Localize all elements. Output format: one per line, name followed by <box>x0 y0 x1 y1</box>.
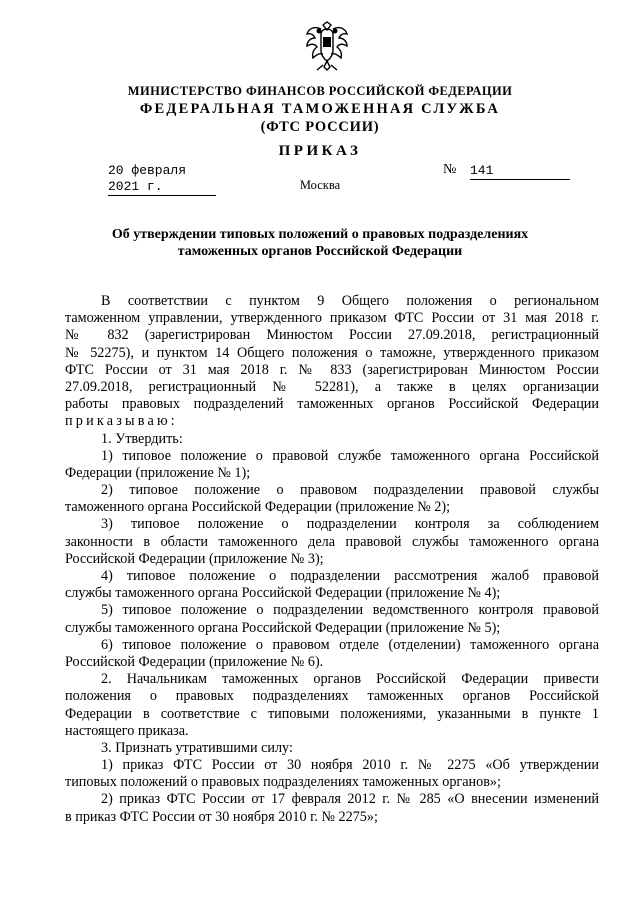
document-body <box>65 293 599 826</box>
body-line: Федерации (приложение № 1); <box>65 464 251 481</box>
title-line: таможенных органов Российской Федерации <box>177 244 463 259</box>
title-line: Об утверждении типовых положений о правовых подразделениях <box>111 227 529 242</box>
body-line: № 832 (зарегистрирован Минюстом России 27.09.2018, регистрационный <box>65 327 599 344</box>
body-line: 3. Признать утратившими силу: <box>101 739 293 756</box>
ministry-name: МИНИСТЕРСТВО ФИНАНСОВ РОССИЙСКОЙ ФЕДЕРАЦИИ <box>127 84 513 98</box>
document-type: ПРИКАЗ <box>278 143 362 159</box>
body-line: положения о правовых подразделениях таможенных органов Российской <box>65 688 599 705</box>
body-line: Федерации в соответствие с типовыми положениями, указанными в пункте 1 <box>65 705 599 722</box>
body-line: 3) типовое положение о подразделении контроля за соблюдением <box>101 516 599 533</box>
body-line: 1. Утвердить: <box>101 430 183 447</box>
body-line: 4) типовое положение о подразделении рассмотрения жалоб правовой <box>101 568 599 584</box>
body-line: работы правовых подразделений таможенных органов Российской Федерации <box>65 396 599 413</box>
service-abbreviation: (ФТС РОССИИ) <box>260 119 380 135</box>
body-line: службы таможенного органа Российской Федерации (приложение № 4); <box>65 585 501 602</box>
number-sign: № <box>443 162 457 177</box>
document-title <box>90 226 550 260</box>
body-line: законности в области таможенного дела правовой службы таможенного органа <box>65 533 599 550</box>
body-line: 6) типовое положение о правовом отделе (отделении) таможенного органа <box>101 636 599 653</box>
body-line: 2) типовое положение о правовом подразделении правовой службы <box>101 482 599 499</box>
russian-coat-of-arms-icon <box>303 20 351 72</box>
body-line: службы таможенного органа Российской Федерации (приложение № 5); <box>65 619 501 636</box>
city: Москва <box>299 178 341 192</box>
body-line: 2) приказ ФТС России от 17 февраля 2012 г. № 285 «О внесении изменений <box>101 791 599 808</box>
body-line: типовых положений о правовых подразделениях таможенных органов»; <box>65 774 501 791</box>
body-line: 1) приказ ФТС России от 30 ноября 2010 г. № 2275 «Об утверждении <box>101 757 599 774</box>
order-date: 20 февраля 2021 г. <box>108 163 216 196</box>
body-line: приказываю: <box>65 413 178 430</box>
body-line: 1) типовое положение о правовой службе таможенного органа Российской <box>101 447 599 464</box>
body-line: 2. Начальникам таможенных органов Российской Федерации привести <box>101 671 599 688</box>
body-line: В соответствии с пунктом 9 Общего положения о региональном <box>101 293 599 309</box>
order-number: 141 <box>470 163 570 180</box>
body-line: № 52275), и пунктом 14 Общего положения о таможне, утвержденного приказом <box>65 344 599 361</box>
body-line: в приказ ФТС России от 30 ноября 2010 г. № 2275»; <box>65 808 378 825</box>
body-line: настоящего приказа. <box>65 722 189 739</box>
body-line: 5) типовое положение о подразделении ведомственного контроля правовой <box>101 602 599 619</box>
body-line: Российской Федерации (приложение № 3); <box>65 550 324 567</box>
body-line: таможенном управлении, утвержденного приказом ФТС России от 31 мая 2018 г. <box>65 310 599 327</box>
service-name: ФЕДЕРАЛЬНАЯ ТАМОЖЕННАЯ СЛУЖБА <box>139 101 501 117</box>
body-line: ФТС России от 31 мая 2018 г. № 833 (зарегистрирован Минюстом России <box>65 361 599 378</box>
body-line: 27.09.2018, регистрационный № 52281), а также в целях организации <box>65 378 599 395</box>
body-line: таможенного органа Российской Федерации (приложение № 2); <box>65 499 451 516</box>
body-line: Российской Федерации (приложение № 6). <box>65 653 324 670</box>
